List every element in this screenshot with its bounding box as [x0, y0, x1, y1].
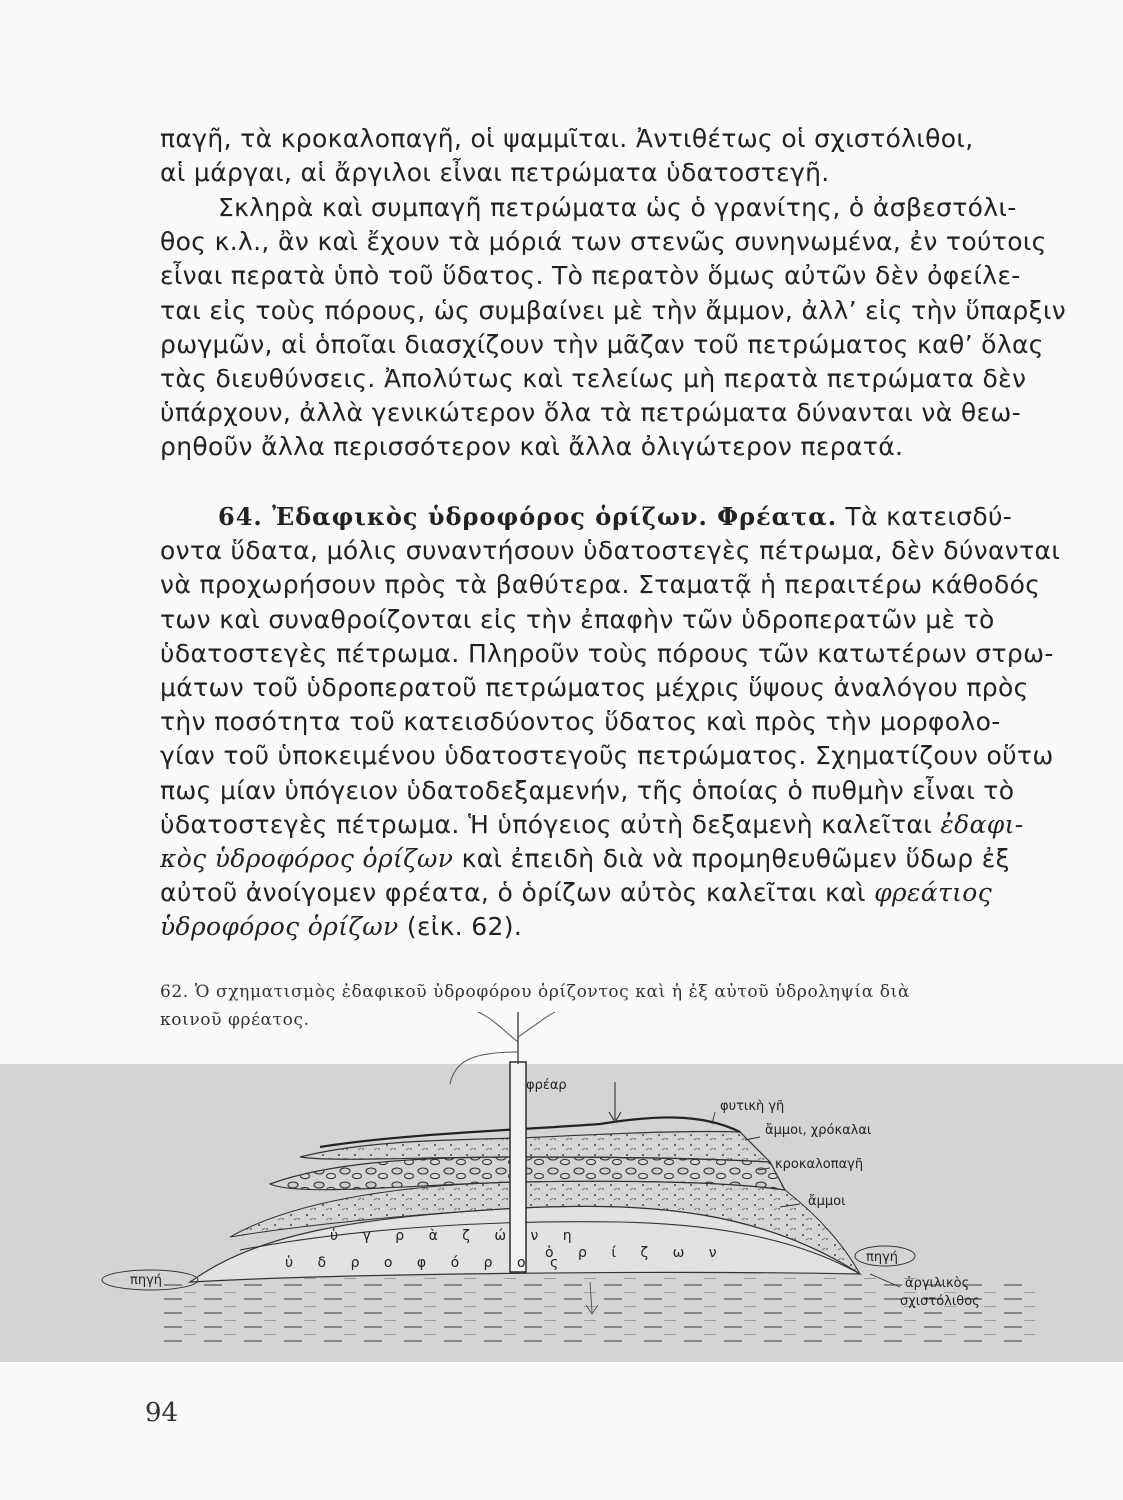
text-line: αἱ μάργαι, αἱ ἄργιλοι εἶναι πετρώματα ὑδατοστεγῆ. [160, 158, 830, 188]
label-sand-gravel: ἄμμοι, χρόκαλαι [765, 1123, 872, 1138]
text-run: (εἰκ. 62). [406, 912, 523, 942]
text-line: ὑδατοστεγὲς πέτρωμα. Πληροῦν τοὺς πόρους τῶν κατωτέρων στρω- [160, 638, 1054, 668]
italic-term: ὑδροφόρος ὁρίζων [160, 912, 399, 942]
label-well: φρέαρ [526, 1078, 567, 1093]
page-number: 94 [145, 1398, 179, 1428]
text-line: παγῆ, τὰ κροκαλοπαγῆ, οἱ ψαμμῖται. Ἀντιθέτως οἱ σχιστόλιθοι, [160, 124, 974, 153]
text-line: ὑπάρχουν, ἀλλὰ γενικώτερον ὅλα τὰ πετρώματα δύνανται νὰ θεω- [160, 398, 1022, 428]
italic-term: φρεάτιος [874, 878, 993, 908]
label-aquifer-left: ὑ δ ρ ο φ ό ρ ο ς [285, 1255, 569, 1271]
label-sands: ἄμμοι [808, 1194, 846, 1209]
text-line: Σκληρὰ καὶ συμπαγῆ πετρώματα ὡς ὁ γρανίτης, ὁ ἀσβεστόλι- [218, 193, 1017, 222]
text-line: οντα ὕδατα, μόλις συναντήσουν ὑδατοστεγὲς πέτρωμα, δὲν δύνανται [160, 536, 1061, 566]
label-spring-left: πηγή [130, 1273, 162, 1288]
label-wet-zone: ὑ γ ρ ὰ ζ ώ ν η [330, 1228, 582, 1244]
aquifer-figure [0, 1012, 1123, 1362]
caption-line: κοινοῦ φρέατος. [160, 1010, 310, 1030]
label-spring-right: πηγή [866, 1250, 898, 1265]
label-conglomerate: κροκαλοπαγῆ [775, 1157, 864, 1172]
text-line: τὰς διευθύνσεις. Ἀπολύτως καὶ τελείως μὴ περατὰ πετρώματα δὲν [160, 364, 1027, 394]
label-topsoil: φυτικὴ γῆ [720, 1099, 785, 1114]
paragraph-hard-rocks [160, 191, 1067, 465]
text-line: ρηθοῦν ἄλλα περισσότερον καὶ ἄλλα ὀλιγώτερον περατά. [160, 432, 904, 462]
text-line [160, 808, 1033, 842]
label-clay-schist-1: ἀργιλικὸς [905, 1276, 970, 1291]
text-line [160, 910, 1033, 944]
text-line: θος κ.λ., ἂν καὶ ἔχουν τὰ μόριά των στενῶς συνηνωμένα, ἐν τούτοις [160, 227, 1047, 257]
section-heading: 64. Ἐδαφικὸς ὑδροφόρος ὁρίζων. Φρέατα. [218, 502, 838, 531]
text-line: πως μίαν ὑπόγειον ὑδατοδεξαμενήν, τῆς ὁποίας ὁ πυθμὴν εἶναι τὸ [160, 775, 1015, 805]
text-line: μάτων τοῦ ὑδροπερατοῦ πετρώματος μέχρις ὕψους ἀναλόγου πρὸς [160, 673, 1029, 703]
text-line [160, 842, 1033, 876]
text-line: εἶναι περατὰ ὑπὸ τοῦ ὕδατος. Τὸ περατὸν ὅμως αὐτῶν δὲν ὀφείλε- [160, 261, 1021, 291]
text-line: των καὶ συναθροίζονται εἰς τὴν ἐπαφὴν τῶν ὑδροπερατῶν μὲ τὸ [160, 604, 995, 634]
label-aquifer-right: ὁ ρ ί ζ ω ν [545, 1245, 727, 1261]
text-line: γίαν τοῦ ὑποκειμένου ὑδατοστεγοῦς πετρώματος. Σχηματίζουν οὕτω [160, 741, 1054, 771]
text-line [160, 500, 1033, 534]
italic-term: ἐδαφι- [940, 809, 1024, 839]
paragraph-continuation [160, 122, 1033, 190]
section-64 [160, 500, 1061, 945]
aquifer-diagram [0, 1012, 1123, 1362]
text-line [160, 876, 1033, 910]
heading-run-in-text: Τὰ κατεισδύ- [845, 502, 1013, 531]
text-run: καὶ ἐπειδὴ διὰ νὰ προμηθευθῶμεν ὕδωρ ἐξ [461, 844, 1010, 874]
text-line: νὰ προχωρήσουν πρὸς τὰ βαθύτερα. Σταματᾷ ἡ περαιτέρω κάθοδός [160, 570, 1041, 600]
text-line: ρωγμῶν, αἱ ὁποῖαι διασχίζουν τὴν μᾶζαν τοῦ πετρώματος καθ’ ὅλας [160, 329, 1044, 359]
label-clay-schist-2: σχιστόλιθος [900, 1294, 980, 1309]
text-run: ὑδατοστεγὲς πέτρωμα. Ἡ ὑπόγειος αὐτὴ δεξαμενὴ καλεῖται [160, 809, 933, 839]
text-run: αὐτοῦ ἀνοίγομεν φρέατα, ὁ ὁρίζων αὐτὸς καλεῖται καὶ [160, 878, 866, 908]
text-line: ται εἰς τοὺς πόρους, ὡς συμβαίνει μὲ τὴν ἄμμον, ἀλλ’ εἰς τὴν ὕπαρξιν [160, 295, 1067, 325]
text-line: τὴν ποσότητα τοῦ κατεισδύοντος ὕδατος καὶ πρὸς τὴν μορφολο- [160, 707, 1001, 737]
caption-line: 62. Ὁ σχηματισμὸς ἐδαφικοῦ ὑδροφόρου ὁρίζοντος καὶ ἡ ἐξ αὐτοῦ ὑδροληψία διὰ [160, 982, 910, 1002]
italic-term: κὸς ὑδροφόρος ὁρίζων [160, 844, 454, 874]
